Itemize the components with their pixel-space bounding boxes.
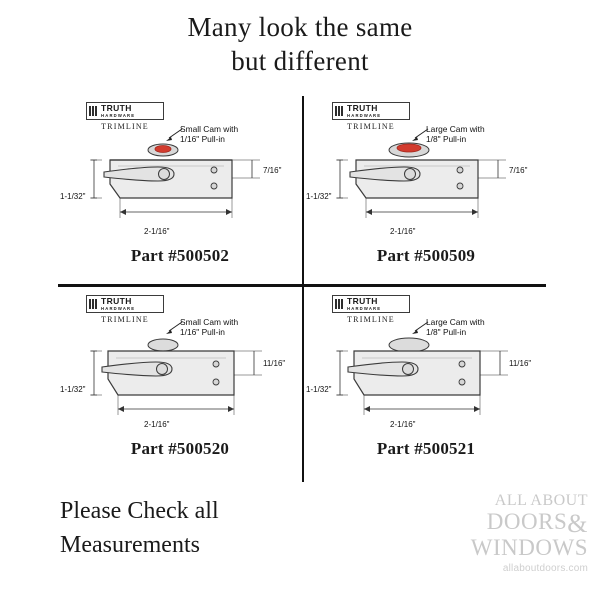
brand-series: TRIMLINE — [347, 121, 395, 131]
dim-bottom: 2-1/16" — [390, 227, 416, 236]
cam-callout-line2: 1/16" Pull-in — [180, 327, 225, 337]
cam-callout-line1: Large Cam with — [426, 124, 485, 134]
brand-sub: HARDWARE — [347, 112, 382, 118]
panel-bottom-left — [58, 289, 302, 477]
dim-right: 11/16" — [263, 359, 286, 368]
lock-drawing — [328, 138, 528, 230]
cam-callout-line1: Small Cam with — [180, 317, 239, 327]
footnote-line2: Measurements — [60, 532, 200, 558]
truth-bars-icon — [335, 299, 344, 309]
part-number-label: Part #500521 — [376, 439, 476, 458]
watermark-line3-text: WINDOWS — [470, 535, 588, 560]
dim-bottom: 2-1/16" — [144, 227, 170, 236]
watermark-line3 — [376, 536, 588, 560]
page-title-line2: but different — [231, 46, 369, 76]
cam-callout-line2: 1/8" Pull-in — [426, 134, 467, 144]
brand-name: TRUTH — [101, 103, 132, 113]
cam-callout-line2: 1/8" Pull-in — [426, 327, 467, 337]
truth-bars-icon — [89, 106, 98, 116]
truth-bars-icon — [335, 106, 344, 116]
brand-sub: HARDWARE — [101, 305, 136, 311]
dim-bottom: 2-1/16" — [390, 420, 416, 429]
truth-hardware-logo — [332, 295, 410, 324]
page-title — [0, 0, 600, 78]
brand-name: TRUTH — [347, 296, 378, 306]
watermark-line2 — [376, 510, 588, 536]
dim-left: 1-1/32" — [306, 385, 332, 394]
truth-hardware-logo — [86, 102, 164, 131]
panel-bottom-right — [304, 289, 548, 477]
truth-hardware-logo — [86, 295, 164, 324]
page-title-line1: Many look the same — [187, 12, 413, 42]
panel-top-right — [304, 96, 548, 284]
truth-bars-icon — [89, 299, 98, 309]
dim-right: 7/16" — [263, 166, 282, 175]
watermark-url: allaboutdoors.com — [502, 563, 588, 574]
cam-callout-line2: 1/16" Pull-in — [180, 134, 225, 144]
brand-sub: HARDWARE — [101, 112, 136, 118]
truth-hardware-logo — [332, 102, 410, 131]
watermark-line1-text: ALL ABOUT — [494, 492, 588, 509]
grid-divider-horizontal — [58, 284, 546, 287]
dim-right: 7/16" — [509, 166, 528, 175]
brand-name: TRUTH — [101, 296, 132, 306]
cam-callout-line1: Large Cam with — [426, 317, 485, 327]
lock-drawing — [82, 138, 282, 230]
part-number-label: Part #500520 — [130, 439, 230, 458]
lock-drawing — [82, 331, 282, 423]
brand-sub: HARDWARE — [347, 305, 382, 311]
diagram-grid — [58, 96, 546, 482]
dim-left: 1-1/32" — [60, 385, 86, 394]
brand-series: TRIMLINE — [101, 314, 149, 324]
part-number-label: Part #500509 — [376, 246, 476, 265]
footnote — [60, 494, 219, 562]
panel-top-left — [58, 96, 302, 284]
footnote-line1: Please Check all — [60, 498, 219, 524]
brand-name: TRUTH — [347, 103, 378, 113]
watermark-ampersand: & — [567, 509, 588, 538]
watermark-line1 — [376, 492, 588, 510]
cam-callout-line1: Small Cam with — [180, 124, 239, 134]
dim-right: 11/16" — [509, 359, 532, 368]
part-number-label: Part #500502 — [130, 246, 230, 265]
lock-drawing — [328, 331, 528, 423]
dim-left: 1-1/32" — [60, 192, 86, 201]
dim-bottom: 2-1/16" — [144, 420, 170, 429]
watermark-line2-text: DOORS — [486, 509, 568, 534]
brand-series: TRIMLINE — [347, 314, 395, 324]
watermark — [376, 492, 588, 574]
dim-left: 1-1/32" — [306, 192, 332, 201]
brand-series: TRIMLINE — [101, 121, 149, 131]
